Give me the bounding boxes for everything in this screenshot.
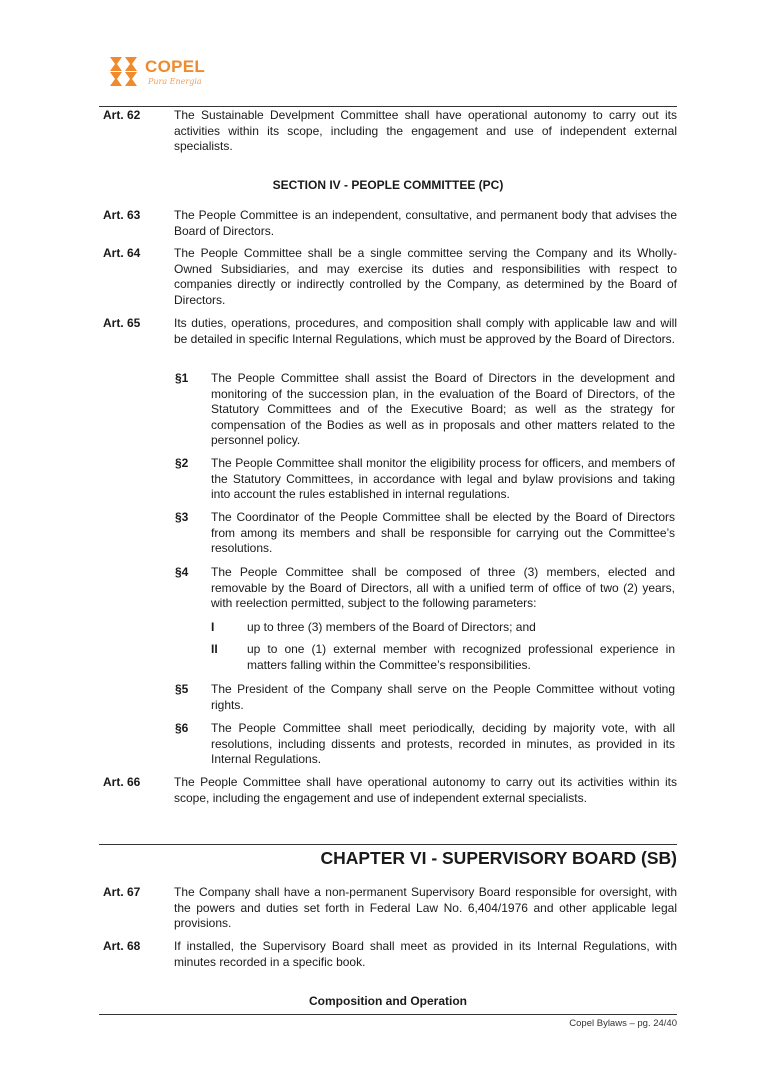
article-number: Art. 62 (103, 108, 141, 122)
paragraph-text: The People Committee shall assist the Board of Directors in the development and monitoring of the succession plan, in the evaluation of the Board of Directors, of the Statutory Committees and of the Executive Board; as well as the strategy for compensation of the Bodies as well as in proposals and other matters related to the personnel policy. (211, 371, 675, 447)
article-number: Art. 67 (103, 885, 141, 899)
article-68 (103, 939, 677, 970)
footer-rule (99, 1014, 677, 1015)
article-text: The Sustainable Develpment Committee shall have operational autonomy to carry out its activities within its scope, including the engagement and use of independent external specialists. (174, 108, 677, 153)
article-number: Art. 65 (103, 316, 141, 330)
chapter-heading: CHAPTER VI - SUPERVISORY BOARD (SB) (320, 848, 677, 868)
item-ii (211, 642, 675, 673)
article-text: If installed, the Supervisory Board shall meet as provided in its Internal Regulations, with minutes recorded in a specific book. (174, 939, 677, 969)
header-rule (99, 106, 677, 107)
item-number: I (211, 620, 215, 634)
subheading: Composition and Operation (309, 994, 467, 1008)
paragraph-text: The Coordinator of the People Committee shall be elected by the Board of Directors from among its members and shall be responsible for carrying out the Committee’s resolutions. (211, 510, 675, 555)
article-text: The People Committee is an independent, consultative, and permanent body that advises the Board of Directors. (174, 208, 677, 238)
paragraph-number: §2 (175, 456, 189, 470)
paragraph-number: §1 (175, 371, 189, 385)
copel-logo (108, 55, 218, 95)
article-number: Art. 64 (103, 246, 141, 260)
paragraph-number: §6 (175, 721, 189, 735)
logo-text: COPEL (145, 57, 206, 76)
copel-logo-icon (108, 55, 142, 87)
paragraph-text: The People Committee shall meet periodically, deciding by majority vote, with all resolutions, including dissents and protests, recorded in minutes, as provided in its Internal Regulations. (211, 721, 675, 766)
paragraph-4 (175, 565, 675, 612)
paragraph-5 (175, 682, 675, 713)
item-number: II (211, 642, 218, 656)
page-footer: Copel Bylaws – pg. 24/40 (569, 1018, 677, 1029)
paragraph-text: The People Committee shall monitor the eligibility process for officers, and members of the Statutory Committees, in accordance with legal and bylaw provisions and taking into account the rules established in internal regulations. (211, 456, 675, 501)
article-65 (103, 316, 677, 347)
article-text: The People Committee shall be a single committee serving the Company and its Wholly-Owned Subsidiaries, and may exercise its duties and responsibilities with respect to companies directly or indirectly controlled by the Company, as determined by the Board of Directors. (174, 246, 677, 307)
paragraph-text: The President of the Company shall serve on the People Committee without voting rights. (211, 682, 675, 712)
item-i (211, 620, 675, 636)
article-63 (103, 208, 677, 239)
article-number: Art. 66 (103, 775, 141, 789)
logo-tagline: Pura Energia (148, 77, 202, 86)
article-66 (103, 775, 677, 806)
article-64 (103, 246, 677, 308)
article-62 (103, 108, 677, 155)
article-number: Art. 63 (103, 208, 141, 222)
paragraph-6 (175, 721, 675, 768)
paragraph-text: The People Committee shall be composed of three (3) members, elected and removable by the Board of Directors, all with a unified term of office of two (2) years, with reelection permitted, subject to the following parameters: (211, 565, 675, 610)
article-text: The Company shall have a non-permanent Supervisory Board responsible for oversight, with the powers and duties set forth in Federal Law No. 6,404/1976 and other applicable legal provisions. (174, 885, 677, 930)
item-text: up to one (1) external member with recognized professional experience in matters falling within the Committee’s responsibilities. (247, 642, 675, 672)
paragraph-number: §5 (175, 682, 189, 696)
article-67 (103, 885, 677, 932)
paragraph-2 (175, 456, 675, 503)
paragraph-number: §3 (175, 510, 189, 524)
paragraph-3 (175, 510, 675, 557)
chapter-rule (99, 844, 677, 845)
article-text: Its duties, operations, procedures, and composition shall comply with applicable law and will be detailed in specific Internal Regulations, which must be approved by the Board of Directors. (174, 316, 677, 346)
section-heading: SECTION IV - PEOPLE COMMITTEE (PC) (272, 178, 504, 192)
paragraph-1 (175, 371, 675, 449)
article-number: Art. 68 (103, 939, 141, 953)
item-text: up to three (3) members of the Board of Directors; and (247, 620, 536, 634)
paragraph-number: §4 (175, 565, 189, 579)
article-text: The People Committee shall have operational autonomy to carry out its activities within its scope, including the engagement and use of independent external specialists. (174, 775, 677, 805)
